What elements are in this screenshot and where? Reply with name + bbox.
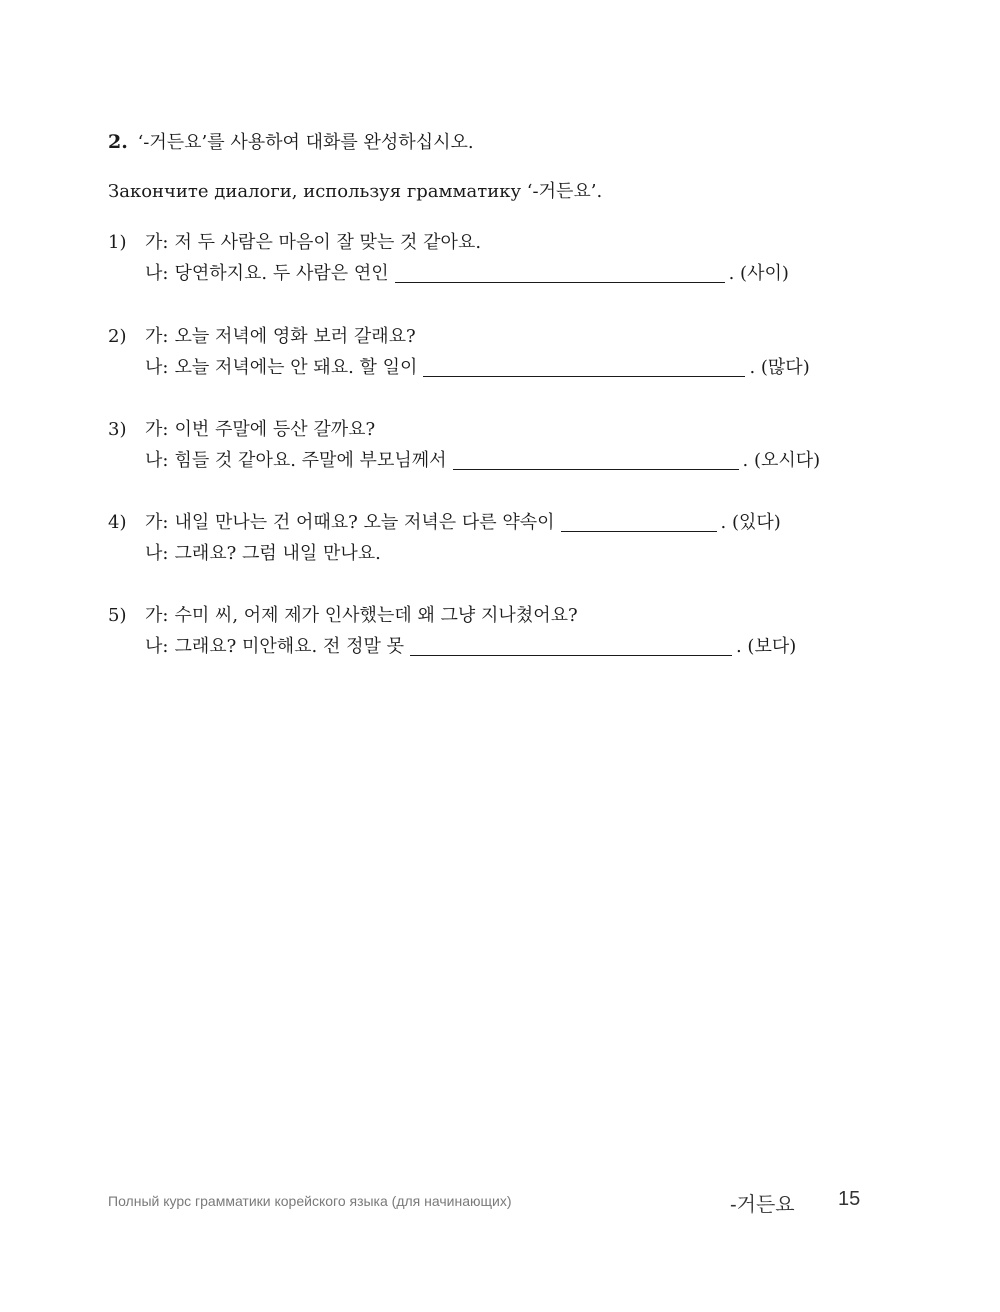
speaker-label: 나: [145,357,169,378]
item-index: 1) [108,232,127,253]
dialogue-line [108,255,888,286]
speaker-label: 나: [145,450,169,471]
item-index: 4) [108,512,127,533]
dialogue-text: 당연하지요. 두 사람은 연인 [174,263,389,284]
hint-word: . (많다) [749,357,810,378]
dialogue-text: 이번 주말에 등산 갈까요? [174,419,376,440]
exercise-instruction-ko: ‘-거든요’를 사용하여 대화를 완성하십시오. [137,132,474,153]
exercise-item [108,224,888,286]
item-index: 2) [108,326,127,347]
speaker-label: 나: [145,543,169,564]
dialogue-text: 저 두 사람은 마음이 잘 맞는 것 같아요. [174,232,482,253]
exercise-title [108,130,474,155]
answer-blank[interactable] [423,358,745,377]
speaker-label: 가: [145,605,169,626]
dialogue-line [108,224,888,255]
item-index: 5) [108,605,127,626]
speaker-label: 나: [145,636,169,657]
dialogue-text: 내일 만나는 건 어때요? 오늘 저녁은 다른 약속이 [174,512,555,533]
dialogue-text: 수미 씨, 어제 제가 인사했는데 왜 그냥 지나쳤어요? [174,605,578,626]
speaker-label: 가: [145,512,169,533]
exercise-instruction-ru: Закончите диалоги, используя грамматику ‘-거든요’. [108,181,603,202]
footer-section: -거든요 [730,1194,795,1216]
answer-blank[interactable] [561,513,717,532]
hint-word: . (있다) [720,512,781,533]
dialogue-line [108,597,888,628]
speaker-label: 나: [145,263,169,284]
speaker-label: 가: [145,326,169,347]
dialogue-line [108,318,888,349]
dialogue-text: 오늘 저녁에 영화 보러 갈래요? [174,326,416,347]
exercise-item [108,504,888,566]
dialogue-text: 오늘 저녁에는 안 돼요. 할 일이 [174,357,418,378]
dialogue-text: 그래요? 그럼 내일 만나요. [174,543,381,564]
dialogue-line [108,349,888,380]
answer-blank[interactable] [410,637,732,656]
dialogue-line [108,442,888,473]
dialogue-text: 그래요? 미안해요. 전 정말 못 [174,636,404,657]
dialogue-line [108,628,888,659]
dialogue-line [108,535,888,566]
speaker-label: 가: [145,419,169,440]
speaker-label: 가: [145,232,169,253]
hint-word: . (오시다) [742,450,821,471]
footer-book-title: Полный курс грамматики корейского языка (для начинающих) [108,1193,512,1209]
dialogue-line [108,504,888,535]
exercise-item [108,411,888,473]
item-index: 3) [108,419,127,440]
answer-blank[interactable] [453,451,739,470]
dialogue-line [108,411,888,442]
exercise-item [108,318,888,380]
hint-word: . (사이) [728,263,789,284]
exercise-item [108,597,888,659]
dialogue-text: 힘들 것 같아요. 주말에 부모님께서 [174,450,447,471]
hint-word: . (보다) [735,636,797,657]
exercise-number: 2. [108,131,128,153]
page-number: 15 [838,1188,861,1210]
answer-blank[interactable] [395,264,725,283]
